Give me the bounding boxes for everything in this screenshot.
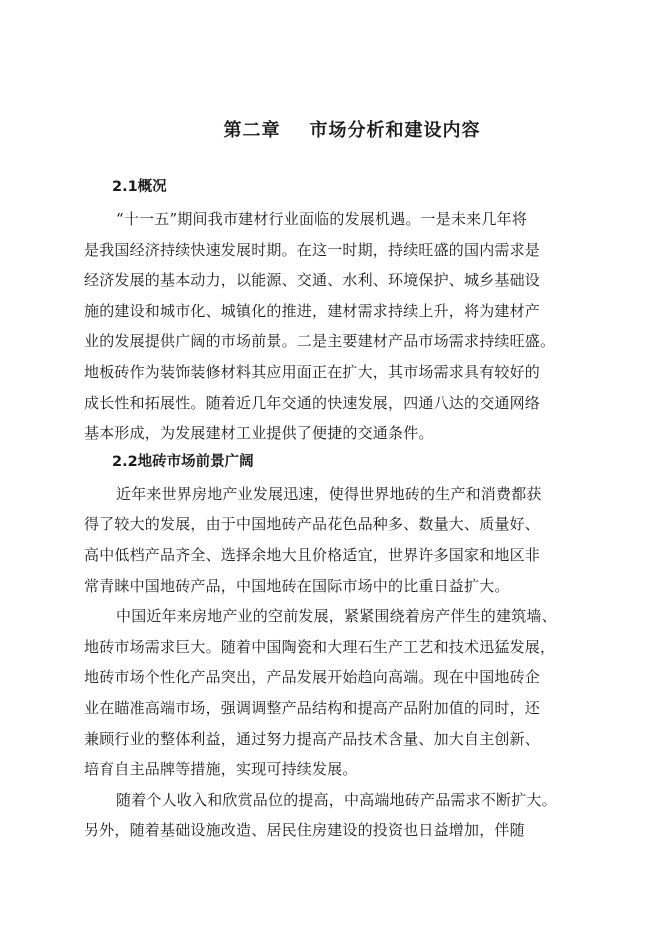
paragraph-line: 业的发展提供广阔的市场前景。二是主要建材产品市场需求持续旺盛。 — [84, 332, 556, 351]
paragraph-overview — [84, 204, 584, 449]
paragraph-line: 随着个人收入和欣赏品位的提高，中高端地砖产品需求不断扩大。 — [116, 790, 557, 809]
paragraph-line: 经济发展的基本动力，以能源、交通、水利、环境保护、城乡基础设 — [84, 271, 541, 290]
paragraph-line: 另外，随着基础设施改造、居民住房建设的投资也日益增加，伴随 — [84, 821, 525, 840]
paragraph-line: 中国近年来房地产业的空前发展，紧紧围绕着房产伴生的建筑墙、 — [116, 607, 557, 626]
paragraph-line: 地砖市场个性化产品突出，产品发展开始趋向高端。现在中国地砖企 — [84, 668, 541, 687]
paragraph-line: 施的建设和城市化、城镇化的推进，建材需求持续上升，将为建材产 — [84, 301, 541, 320]
paragraph-line: 业在瞄准高端市场，强调调整产品结构和提高产品附加值的同时，还 — [84, 698, 541, 717]
paragraph-line: 常青睐中国地砖产品，中国地砖在国际市场中的比重日益扩大。 — [84, 576, 510, 595]
chapter-title: 第二章 市场分析和建设内容 — [223, 120, 481, 141]
paragraph-line: 得了较大的发展，由于中国地砖产品花色品种多、数量大、质量好、 — [84, 515, 541, 534]
paragraph-line: “十一五”期间我市建材行业面临的发展机遇。一是未来几年将 — [116, 210, 527, 228]
paragraph-line: 地板砖作为装饰装修材料其应用面正在扩大，其市场需求具有较好的 — [84, 362, 541, 381]
paragraph-line: 是我国经济持续快速发展时期。在这一时期，持续旺盛的国内需求是 — [84, 240, 541, 259]
paragraph-line: 兼顾行业的整体利益，通过努力提高产品技术含量、加大自主创新、 — [84, 729, 541, 748]
section-heading-tile-market: 2.2地砖市场前景广阔 — [112, 453, 254, 470]
section-heading-overview: 2.1概况 — [112, 179, 167, 195]
paragraph-world-market — [84, 479, 584, 601]
paragraph-line: 地砖市场需求巨大。随着中国陶瓷和大理石生产工艺和技术迅猛发展， — [84, 637, 556, 656]
paragraph-line: 近年来世界房地产业发展迅速，使得世界地砖的生产和消费都获 — [116, 484, 542, 503]
paragraph-line: 基本形成，为发展建材工业提供了便捷的交通条件。 — [84, 424, 434, 443]
paragraph-line: 高中低档产品齐全、选择余地大且价格适宜，世界许多国家和地区非 — [84, 545, 541, 564]
document-body — [84, 174, 584, 846]
paragraph-line: 培育自主品牌等措施，实现可持续发展。 — [84, 760, 358, 779]
paragraph-china-market — [84, 601, 584, 785]
paragraph-line: 成长性和拓展性。随着近几年交通的快速发展，四通八达的交通网络 — [84, 393, 541, 412]
paragraph-demand-growth — [84, 785, 584, 846]
